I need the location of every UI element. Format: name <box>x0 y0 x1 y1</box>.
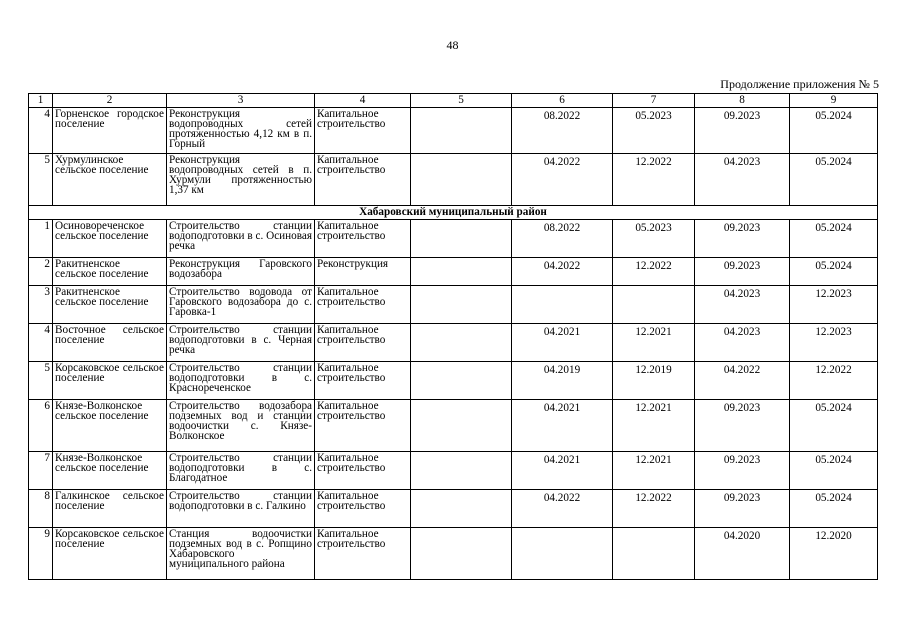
col9-cell: 05.2024 <box>790 452 878 490</box>
start-date-cell: 04.2021 <box>512 452 613 490</box>
appendix-note: Продолжение приложения № 5 <box>720 77 879 91</box>
type-cell: Капитальное строительство <box>315 108 411 154</box>
settlement-cell: Ракитненское сельское поселение <box>53 286 167 324</box>
table-row <box>29 490 878 528</box>
settlement-cell: Восточное сельское поселение <box>53 324 167 362</box>
col5-cell <box>411 452 512 490</box>
header-cell: 7 <box>613 94 695 108</box>
table-row <box>29 258 878 286</box>
col5-cell <box>411 362 512 400</box>
end-date-cell: 12.2021 <box>613 452 695 490</box>
end-date-cell <box>613 286 695 324</box>
start-date-cell: 04.2022 <box>512 154 613 206</box>
type-cell: Капитальное строительство <box>315 452 411 490</box>
end-date-cell: 05.2023 <box>613 108 695 154</box>
type-cell: Капитальное строительство <box>315 154 411 206</box>
end-date-cell: 12.2022 <box>613 154 695 206</box>
object-cell: Строительство станции водоподготовки в с. Осиновая речка <box>167 220 315 258</box>
type-cell: Капитальное строительство <box>315 528 411 580</box>
col5-cell <box>411 108 512 154</box>
object-cell: Строительство водозабора подземных вод и станции водоочистки с. Князе-Волконское <box>167 400 315 452</box>
col5-cell <box>411 528 512 580</box>
row-number: 8 <box>29 490 53 528</box>
row-number: 1 <box>29 220 53 258</box>
col8-cell: 04.2023 <box>695 324 790 362</box>
section-title: Хабаровский муниципальный район <box>29 206 878 220</box>
end-date-cell: 12.2021 <box>613 324 695 362</box>
col8-cell: 09.2023 <box>695 258 790 286</box>
header-cell: 5 <box>411 94 512 108</box>
table-row <box>29 154 878 206</box>
type-cell: Реконструкция <box>315 258 411 286</box>
start-date-cell: 04.2021 <box>512 324 613 362</box>
object-cell: Строительство станции водоподготовки в с. Благодатное <box>167 452 315 490</box>
col5-cell <box>411 258 512 286</box>
table-row <box>29 452 878 490</box>
col9-cell: 05.2024 <box>790 108 878 154</box>
object-cell: Строительство станции водоподготовки в с. Краснореченское <box>167 362 315 400</box>
settlement-cell: Ракитненское сельское поселение <box>53 258 167 286</box>
table-row <box>29 220 878 258</box>
type-cell: Капитальное строительство <box>315 286 411 324</box>
col8-cell: 04.2020 <box>695 528 790 580</box>
start-date-cell: 04.2022 <box>512 490 613 528</box>
col8-cell: 09.2023 <box>695 220 790 258</box>
col8-cell: 04.2023 <box>695 286 790 324</box>
type-cell: Капитальное строительство <box>315 400 411 452</box>
settlement-cell: Галкинское сельское поселение <box>53 490 167 528</box>
object-cell: Строительство станции водоподготовки в с. Галкино <box>167 490 315 528</box>
settlement-cell: Князе-Волконское сельское поселение <box>53 400 167 452</box>
object-cell: Реконструкция водопроводных сетей протяженностью 4,12 км в п. Горный <box>167 108 315 154</box>
header-cell: 8 <box>695 94 790 108</box>
settlement-cell: Осиноворeченское сельское поселение <box>53 220 167 258</box>
col8-cell: 04.2023 <box>695 154 790 206</box>
row-number: 6 <box>29 400 53 452</box>
row-number: 2 <box>29 258 53 286</box>
col5-cell <box>411 286 512 324</box>
col9-cell: 05.2024 <box>790 154 878 206</box>
start-date-cell <box>512 286 613 324</box>
type-cell: Капитальное строительство <box>315 362 411 400</box>
type-cell: Капитальное строительство <box>315 490 411 528</box>
start-date-cell: 08.2022 <box>512 220 613 258</box>
row-number: 5 <box>29 362 53 400</box>
page-number: 48 <box>446 38 459 52</box>
settlement-cell: Горненское городское поселение <box>53 108 167 154</box>
col5-cell <box>411 220 512 258</box>
header-cell: 6 <box>512 94 613 108</box>
section-row <box>29 206 878 220</box>
start-date-cell: 04.2021 <box>512 400 613 452</box>
table-body-khabarovsk <box>29 220 878 580</box>
end-date-cell: 05.2023 <box>613 220 695 258</box>
end-date-cell: 12.2022 <box>613 490 695 528</box>
object-cell: Строительство станции водоподготовки в с. Черная речка <box>167 324 315 362</box>
row-number: 3 <box>29 286 53 324</box>
object-cell: Станция водоочистки подземных вод в с. Ропщино Хабаровского муниципального района <box>167 528 315 580</box>
col8-cell: 09.2023 <box>695 490 790 528</box>
col8-cell: 04.2022 <box>695 362 790 400</box>
end-date-cell <box>613 528 695 580</box>
col9-cell: 05.2024 <box>790 490 878 528</box>
object-cell: Реконструкция Гаровского водозабора <box>167 258 315 286</box>
end-date-cell: 12.2022 <box>613 258 695 286</box>
col5-cell <box>411 490 512 528</box>
start-date-cell: 08.2022 <box>512 108 613 154</box>
col9-cell: 12.2023 <box>790 324 878 362</box>
col8-cell: 09.2023 <box>695 108 790 154</box>
row-number: 4 <box>29 108 53 154</box>
header-cell: 4 <box>315 94 411 108</box>
col8-cell: 09.2023 <box>695 452 790 490</box>
col9-cell: 12.2023 <box>790 286 878 324</box>
row-number: 7 <box>29 452 53 490</box>
table-row <box>29 286 878 324</box>
end-date-cell: 12.2019 <box>613 362 695 400</box>
header-cell: 9 <box>790 94 878 108</box>
settlement-cell: Корсаковское сельское поселение <box>53 528 167 580</box>
table-row <box>29 324 878 362</box>
header-cell: 1 <box>29 94 53 108</box>
object-cell: Реконструкция водопроводных сетей в п. Хурмули протяженностью 1,37 км <box>167 154 315 206</box>
col9-cell: 05.2024 <box>790 220 878 258</box>
header-row <box>29 94 878 108</box>
row-number: 5 <box>29 154 53 206</box>
construction-schedule-table <box>28 93 878 580</box>
col9-cell: 12.2022 <box>790 362 878 400</box>
table-row <box>29 362 878 400</box>
settlement-cell: Князе-Волконское сельское поселение <box>53 452 167 490</box>
start-date-cell: 04.2022 <box>512 258 613 286</box>
col5-cell <box>411 154 512 206</box>
col9-cell: 05.2024 <box>790 258 878 286</box>
table-body-prior <box>29 108 878 206</box>
col8-cell: 09.2023 <box>695 400 790 452</box>
col9-cell: 05.2024 <box>790 400 878 452</box>
table-row <box>29 108 878 154</box>
row-number: 4 <box>29 324 53 362</box>
type-cell: Капитальное строительство <box>315 220 411 258</box>
header-cell: 2 <box>53 94 167 108</box>
settlement-cell: Корсаковское сельское поселение <box>53 362 167 400</box>
start-date-cell: 04.2019 <box>512 362 613 400</box>
header-cell: 3 <box>167 94 315 108</box>
table-row <box>29 400 878 452</box>
settlement-cell: Хурмулинское сельское поселение <box>53 154 167 206</box>
col5-cell <box>411 324 512 362</box>
type-cell: Капитальное строительство <box>315 324 411 362</box>
col5-cell <box>411 400 512 452</box>
row-number: 9 <box>29 528 53 580</box>
start-date-cell <box>512 528 613 580</box>
table-row <box>29 528 878 580</box>
end-date-cell: 12.2021 <box>613 400 695 452</box>
object-cell: Строительство водовода от Гаровского водозабора до с. Гаровка-1 <box>167 286 315 324</box>
col9-cell: 12.2020 <box>790 528 878 580</box>
